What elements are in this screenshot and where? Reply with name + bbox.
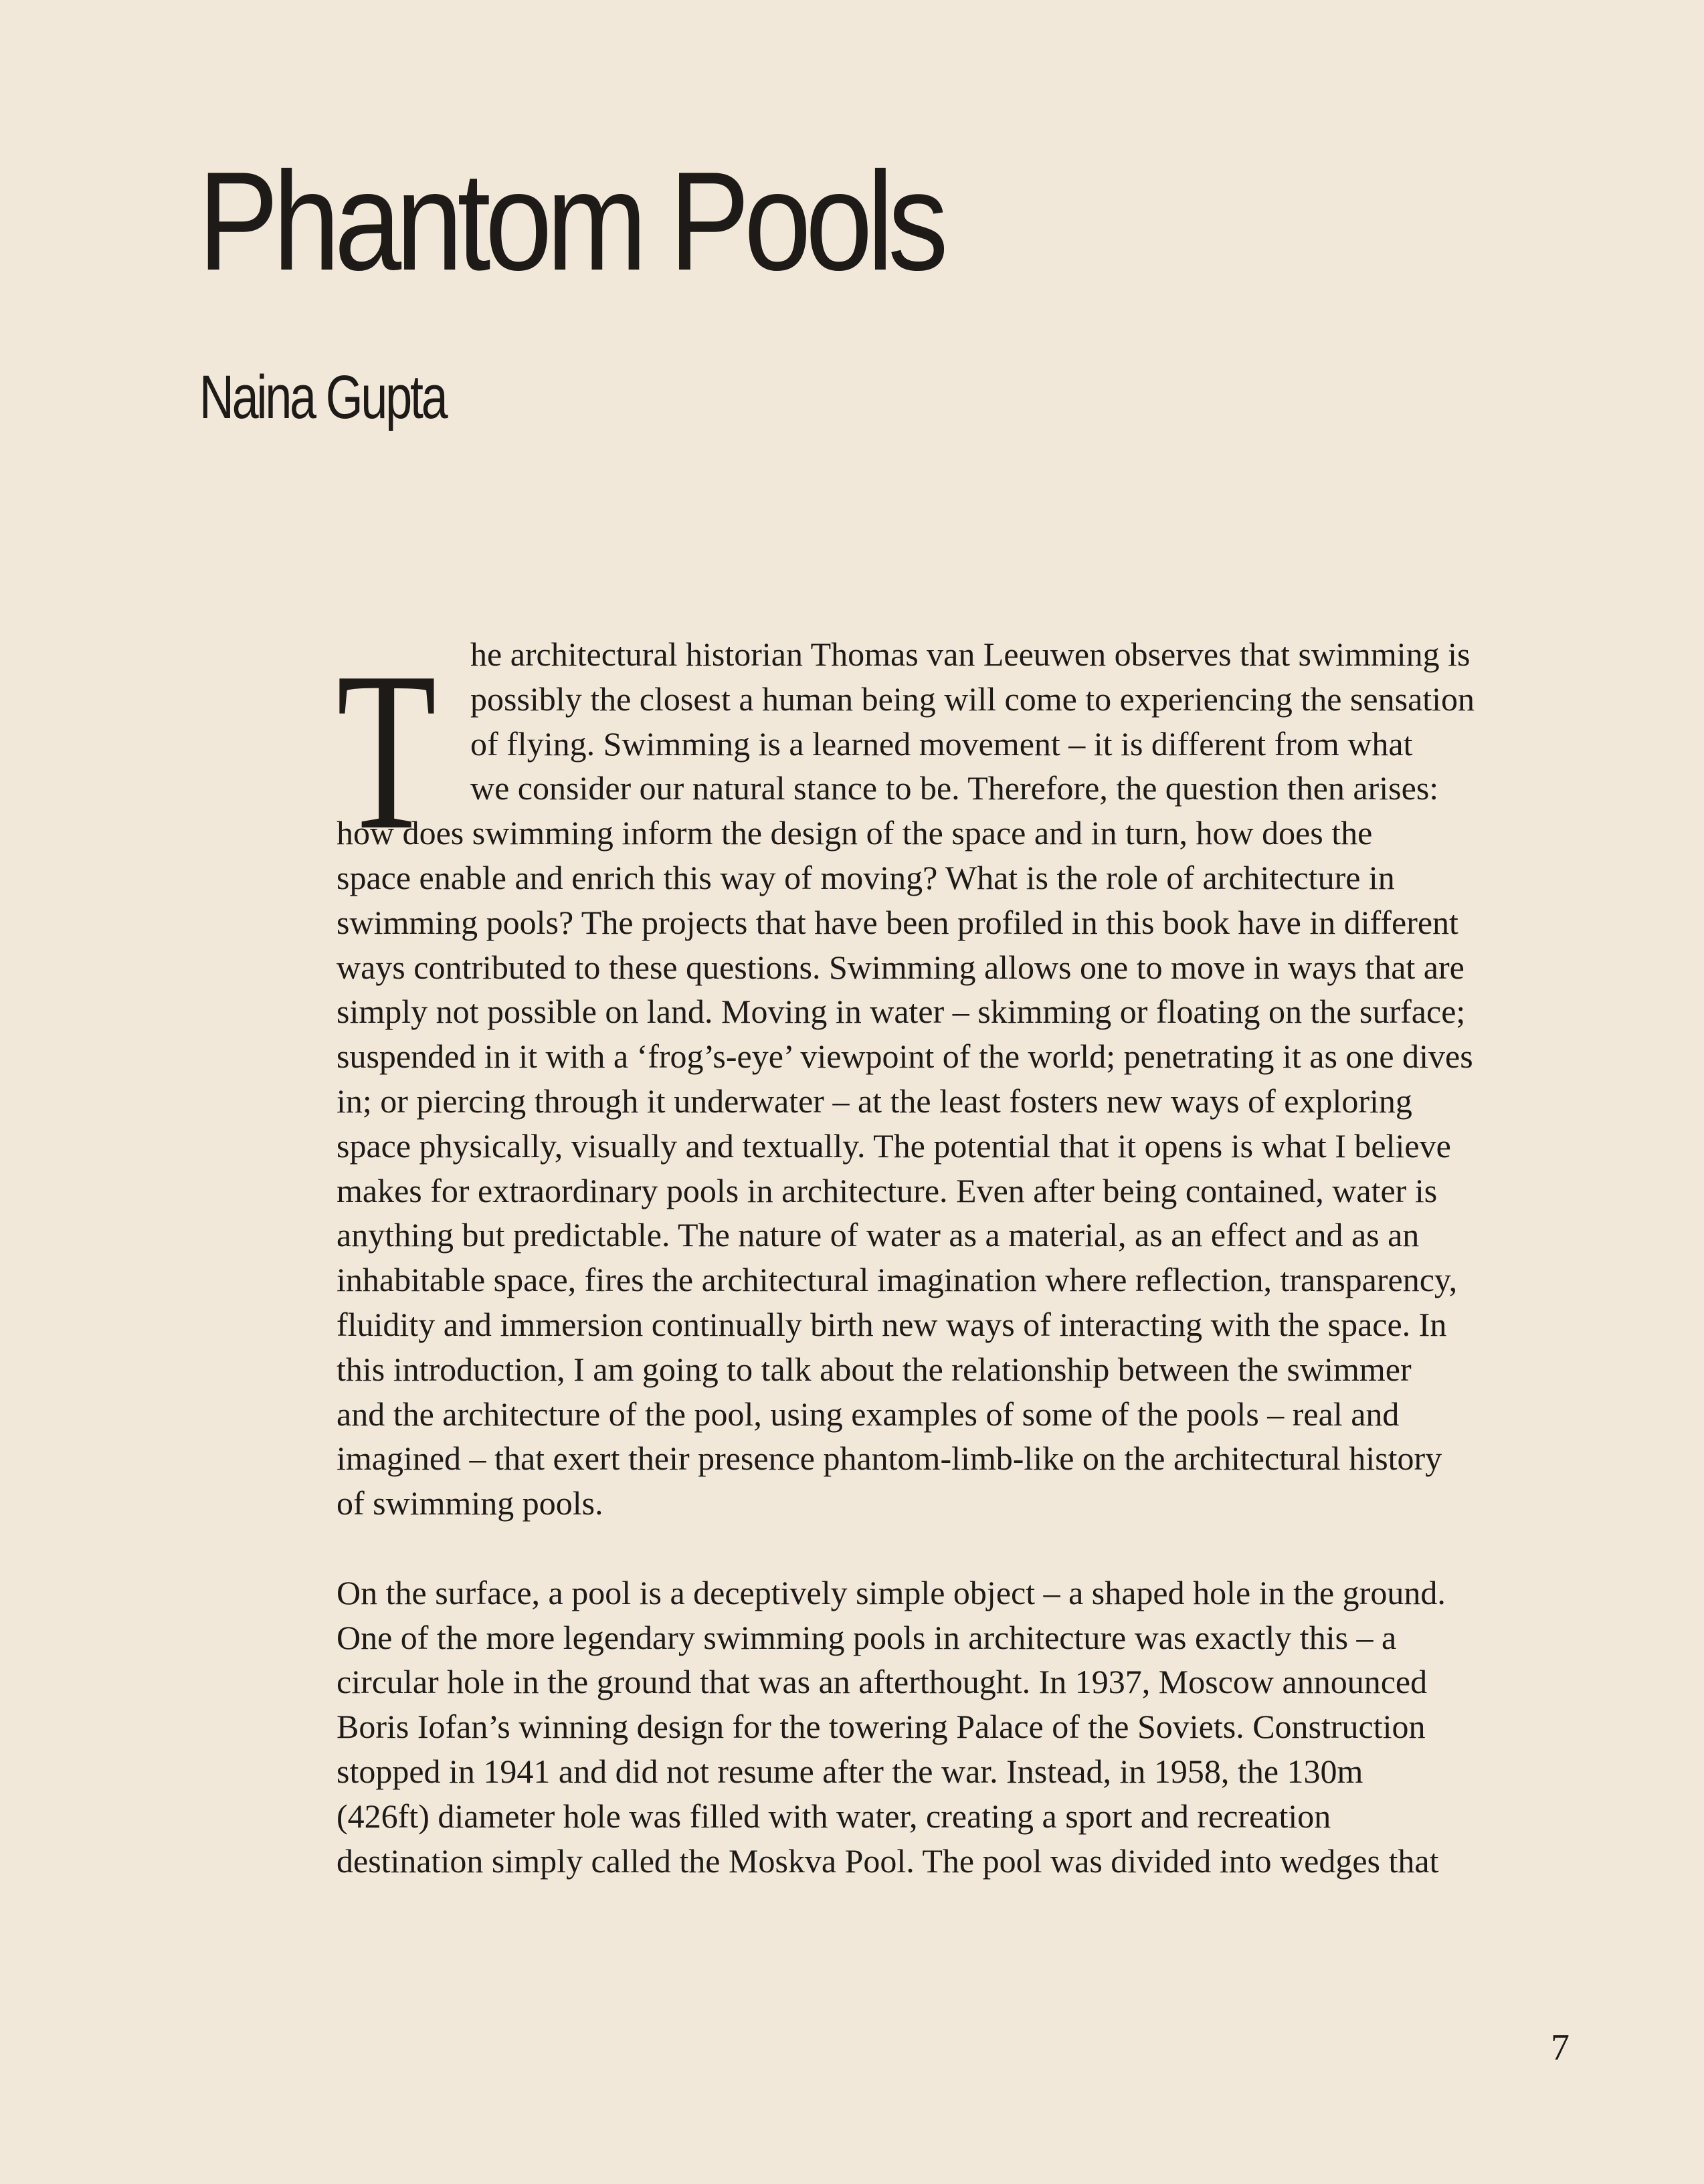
page-number: 7 [1551,2027,1570,2068]
paragraph-2 [337,1571,1541,1884]
text-line: in; or piercing through it underwater – at the least fosters new ways of exploring [337,1082,1412,1120]
article-body [337,625,1541,1883]
text-line: inhabitable space, fires the architectural imagination where reflection, transparency, [337,1261,1458,1299]
text-line: he architectural historian Thomas van Leeuwen observes that swimming is [470,635,1471,673]
text-line: space physically, visually and textually. The potential that it opens is what I believe [337,1126,1451,1165]
text-line: this introduction, I am going to talk about the relationship between the swimmer [337,1350,1412,1388]
author-name: Naina Gupta [199,363,446,431]
text-line: circular hole in the ground that was an afterthought. In 1937, Moscow announced [337,1663,1428,1701]
paragraph-1 [337,625,1541,1526]
text-line: possibly the closest a human being will come to experiencing the sensation [470,680,1475,718]
text-line: how does swimming inform the design of the space and in turn, how does the [337,814,1373,852]
page-title: Phantom Pools [198,142,943,300]
text-line: of swimming pools. [337,1484,603,1522]
text-line: imagined – that exert their presence phantom-limb-like on the architectural history [337,1440,1442,1478]
text-line: suspended in it with a ‘frog’s-eye’ viewpoint of the world; penetrating it as one dives [337,1037,1473,1076]
text-line: Boris Iofan’s winning design for the towering Palace of the Soviets. Construction [337,1708,1426,1746]
text-line: ways contributed to these questions. Swimming allows one to move in ways that are [337,948,1464,986]
text-line: On the surface, a pool is a deceptively simple object – a shaped hole in the ground. [337,1573,1446,1611]
text-line: anything but predictable. The nature of water as a material, as an effect and as an [337,1216,1420,1254]
paragraph-gap [337,1526,1541,1571]
text-line: fluidity and immersion continually birth new ways of interacting with the space. In [337,1305,1447,1343]
text-line: makes for extraordinary pools in architecture. Even after being contained, water is [337,1171,1438,1209]
text-line: One of the more legendary swimming pools in architecture was exactly this – a [337,1618,1397,1656]
text-line: we consider our natural stance to be. Therefore, the question then arises: [470,769,1439,807]
text-line: space enable and enrich this way of moving? What is the role of architecture in [337,858,1395,896]
text-line: of flying. Swimming is a learned movement – it is different from what [470,724,1413,763]
text-line: destination simply called the Moskva Pool. The pool was divided into wedges that [337,1842,1439,1880]
text-line: and the architecture of the pool, using examples of some of the pools – real and [337,1395,1400,1433]
text-line: stopped in 1941 and did not resume after the war. Instead, in 1958, the 130m [337,1752,1363,1790]
text-line: swimming pools? The projects that have been profiled in this book have in different [337,903,1458,941]
text-line: simply not possible on land. Moving in water – skimming or floating on the surface; [337,993,1466,1031]
drop-cap: T [337,625,437,877]
text-line: (426ft) diameter hole was filled with water, creating a sport and recreation [337,1797,1331,1835]
